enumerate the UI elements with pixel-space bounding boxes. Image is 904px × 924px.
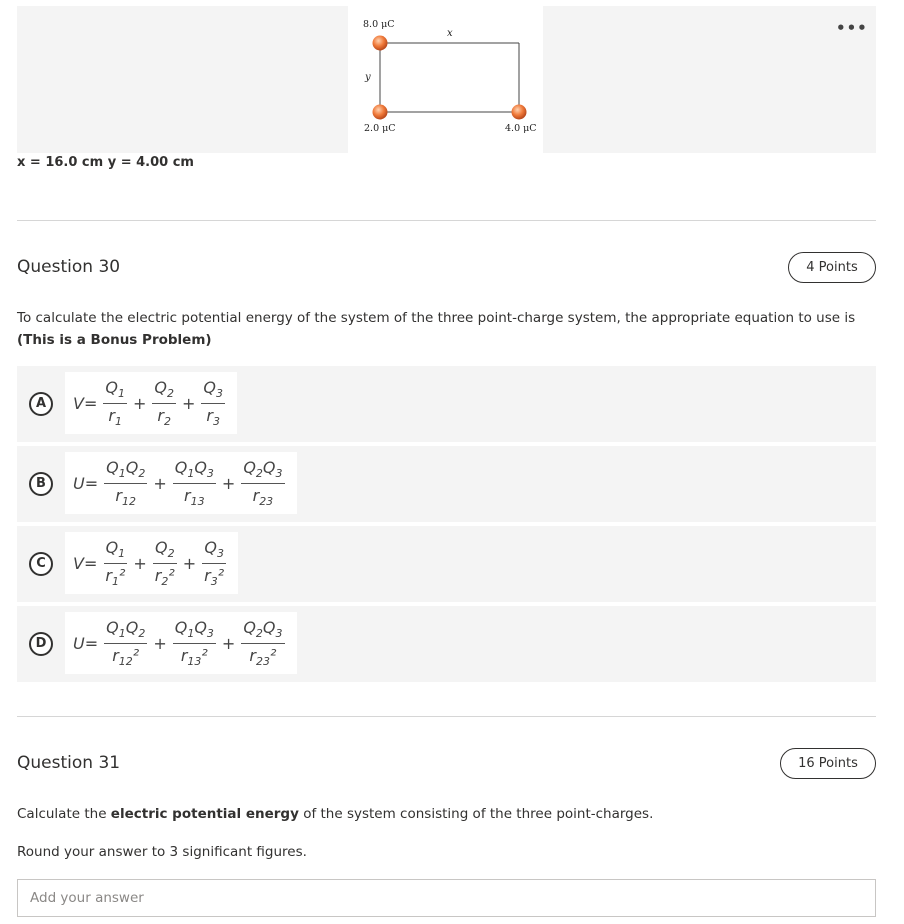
charge-bottom-right xyxy=(512,105,527,120)
answer-field-container xyxy=(17,879,876,917)
option-c-formula: V= $\frac{Q_1}{r_1^2}$ + $\frac{Q_2}{r_2^2}$ + $\frac{Q_3}{r_3^2}$ xyxy=(65,532,238,594)
option-a-radio[interactable]: A xyxy=(29,392,53,416)
option-a[interactable] xyxy=(17,366,876,442)
question-31-prompt-pre: Calculate the xyxy=(17,806,111,822)
more-options-icon[interactable]: ••• xyxy=(836,19,868,37)
question-30-title: Question 30 xyxy=(17,257,121,277)
label-bottom-right: 4.0 μC xyxy=(505,123,537,134)
option-d[interactable] xyxy=(17,606,876,682)
option-b-radio[interactable]: B xyxy=(29,472,53,496)
option-b-formula: U= $\frac{Q_1Q_2}{r_{12}}$ + $\frac{Q_1Q_3}{r_{13}}$ + $\frac{Q_2Q_3}{r_{23}}$ xyxy=(65,452,297,514)
option-a-formula: V= $\frac{Q_1}{r_1}$ + $\frac{Q_2}{r_2}$ + $\frac{Q_3}{r_3}$ xyxy=(65,372,237,434)
label-top-left: 8.0 μC xyxy=(363,19,395,30)
answer-input[interactable] xyxy=(18,880,875,916)
question-30-prompt xyxy=(17,307,876,351)
divider xyxy=(17,716,876,717)
option-d-radio[interactable]: D xyxy=(29,632,53,656)
question-30-bonus-note: (This is a Bonus Problem) xyxy=(17,332,212,348)
option-c-radio[interactable]: C xyxy=(29,552,53,576)
question-30-prompt-text: To calculate the electric potential energy of the system of the three point-charge system, the appropriate equation to use is xyxy=(17,310,856,326)
label-x: x xyxy=(447,28,453,39)
question-31-prompt-post: of the system consisting of the three point-charges. xyxy=(298,806,654,822)
charge-diagram xyxy=(348,6,543,153)
charge-top-left xyxy=(373,36,388,51)
charge-bottom-left xyxy=(373,105,388,120)
figure-padding-right xyxy=(543,6,876,153)
question-30-points-badge: 4 Points xyxy=(788,252,876,283)
given-values: x = 16.0 cm y = 4.00 cm xyxy=(17,155,194,170)
figure-padding-left xyxy=(17,6,348,153)
question-31-points-badge: 16 Points xyxy=(780,748,876,779)
option-c[interactable] xyxy=(17,526,876,602)
label-bottom-left: 2.0 μC xyxy=(364,123,396,134)
question-31-title: Question 31 xyxy=(17,753,121,773)
option-d-formula: U= $\frac{Q_1Q_2}{r_{12}^2}$ + $\frac{Q_1Q_3}{r_{13}^2}$ + $\frac{Q_2Q_3}{r_{23}^2}$ xyxy=(65,612,297,674)
label-y: y xyxy=(365,72,371,83)
question-31-round-note: Round your answer to 3 significant figures. xyxy=(17,844,307,860)
question-31-prompt-bold: electric potential energy xyxy=(110,806,299,822)
question-31-prompt xyxy=(17,803,653,825)
divider xyxy=(17,220,876,221)
option-b[interactable] xyxy=(17,446,876,522)
